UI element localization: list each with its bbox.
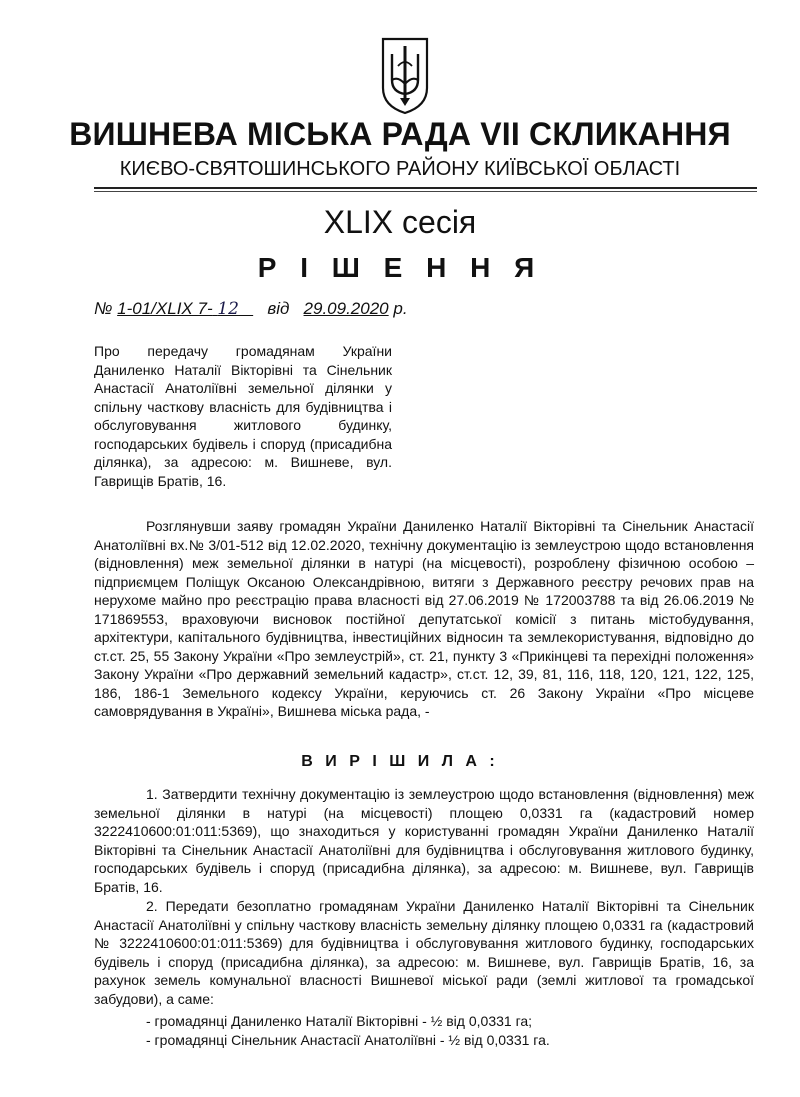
resolution-item-1-text: 1. Затвердити технічну документацію із землеустрою щодо встановлення (відновлення) меж земельної ділянки в натурі (на місцевості) площею 0,0331 га (кадастровий номер 3222410600:01:011:5369), що знаходиться у користуванні громадян України Даниленко Наталії Вікторівні та Сінельник Анастасії Анатоліївні для будівництва і обслуговування житлового будинку, господарських будівель і споруд (присадибна ділянка), за адресою: м. Вишневе, вул. Гаврищів Братів, 16. — [94, 786, 754, 895]
year-suffix: р. — [393, 299, 408, 318]
header-divider — [94, 187, 757, 189]
document-type-title: Р І Ш Е Н Н Я — [257, 252, 543, 283]
header-divider-thin — [94, 191, 757, 192]
session-title: XLIX сесія — [323, 204, 477, 240]
coat-of-arms-of-ukraine-icon — [380, 36, 430, 116]
preamble-paragraph — [94, 517, 754, 721]
decision-subject: Про передачу громадянам України Даниленко Наталії Вікторівні та Сінельник Анастасії Анатоліївні земельної ділянки у спільну часткову власність для будівництва і обслуговування житлового будинку, господарських будівель і споруд (присадибна ділянка), за адресою: м. Вишневе, вул. Гаврищів Братів, 16. — [94, 343, 392, 489]
decision-number — [117, 299, 253, 318]
resolution-item-2 — [94, 897, 754, 1008]
preamble-text: Розглянувши заяву громадян України Даниленко Наталії Вікторівні та Сінельник Анастасії Анатоліївні вх.№ 3/01-512 від 12.02.2020, технічну документацію із землеустрою щодо встановлення (відновлення) меж земельної ділянки в натурі (на місцевості), розроблену фізичною особою – підприємцем Поліщук Оксаною Олександрівною, витяги з Державного реєстру речових прав на нерухоме майно про реєстрацію права власності від 27.06.2019 № 172003788 та від 26.06.2019 № 171869553, враховуючи висновок постійної депутатської комісії з питань містобудування, архітектури, капітального будівництва, інвестиційних відносин та землекористування, відповідно до ст.ст. 25, 55 Закону України «Про землеустрій», ст. 21, пункту 3 «Прикінцеві та перехідні положення» Закону України «Про державний земельний кадастр», ст.ст. 12, 39, 81, 116, 118, 120, 121, 122, 125, 186, 186-1 Земельного кодексу України, керуючись ст. 26 Закону України «Про місцеве самоврядування в Україні», Вишнева міська рада, - — [94, 518, 754, 719]
decision-date: 29.09.2020 — [303, 299, 389, 318]
ownership-shares-list — [94, 1012, 754, 1049]
district-subtitle: КИЄВО-СВЯТОШИНСЬКОГО РАЙОНУ КИЇВСЬКОЇ ОБЛАСТІ — [119, 158, 681, 180]
resolution-item-1 — [94, 785, 754, 896]
decision-number-line — [94, 299, 408, 319]
decision-number-handwritten: 12 — [217, 299, 239, 319]
number-prefix: № — [94, 299, 113, 318]
resolution-item-2-text: 2. Передати безоплатно громадянам України Даниленко Наталії Вікторівні та Сінельник Анастасії Анатоліївні у спільну часткову власність земельну ділянку площею 0,0331 га (кадастровий № 3222410600:01:011:5369) для будівництва і обслуговування житлового будинку, господарських будівель і споруд (присадибна ділянка), за адресою: м. Вишневе, вул. Гаврищів Братів, 16, за рахунок земель комунальної власності Вишневої міської ради (землі житлової та громадської забудови), а саме: — [94, 898, 754, 1007]
resolved-heading: В И Р І Ш И Л А : — [301, 753, 499, 770]
share-item: - громадянці Сінельник Анастасії Анатоліївні - ½ від 0,0331 га. — [146, 1031, 550, 1048]
decision-number-printed: 1-01/XLIX 7- — [117, 299, 213, 318]
organization-title: ВИШНЕВА МІСЬКА РАДА VII СКЛИКАННЯ — [69, 116, 731, 152]
share-item: - громадянці Даниленко Наталії Вікторівні - ½ від 0,0331 га; — [146, 1013, 533, 1029]
date-preposition: від — [267, 299, 290, 318]
